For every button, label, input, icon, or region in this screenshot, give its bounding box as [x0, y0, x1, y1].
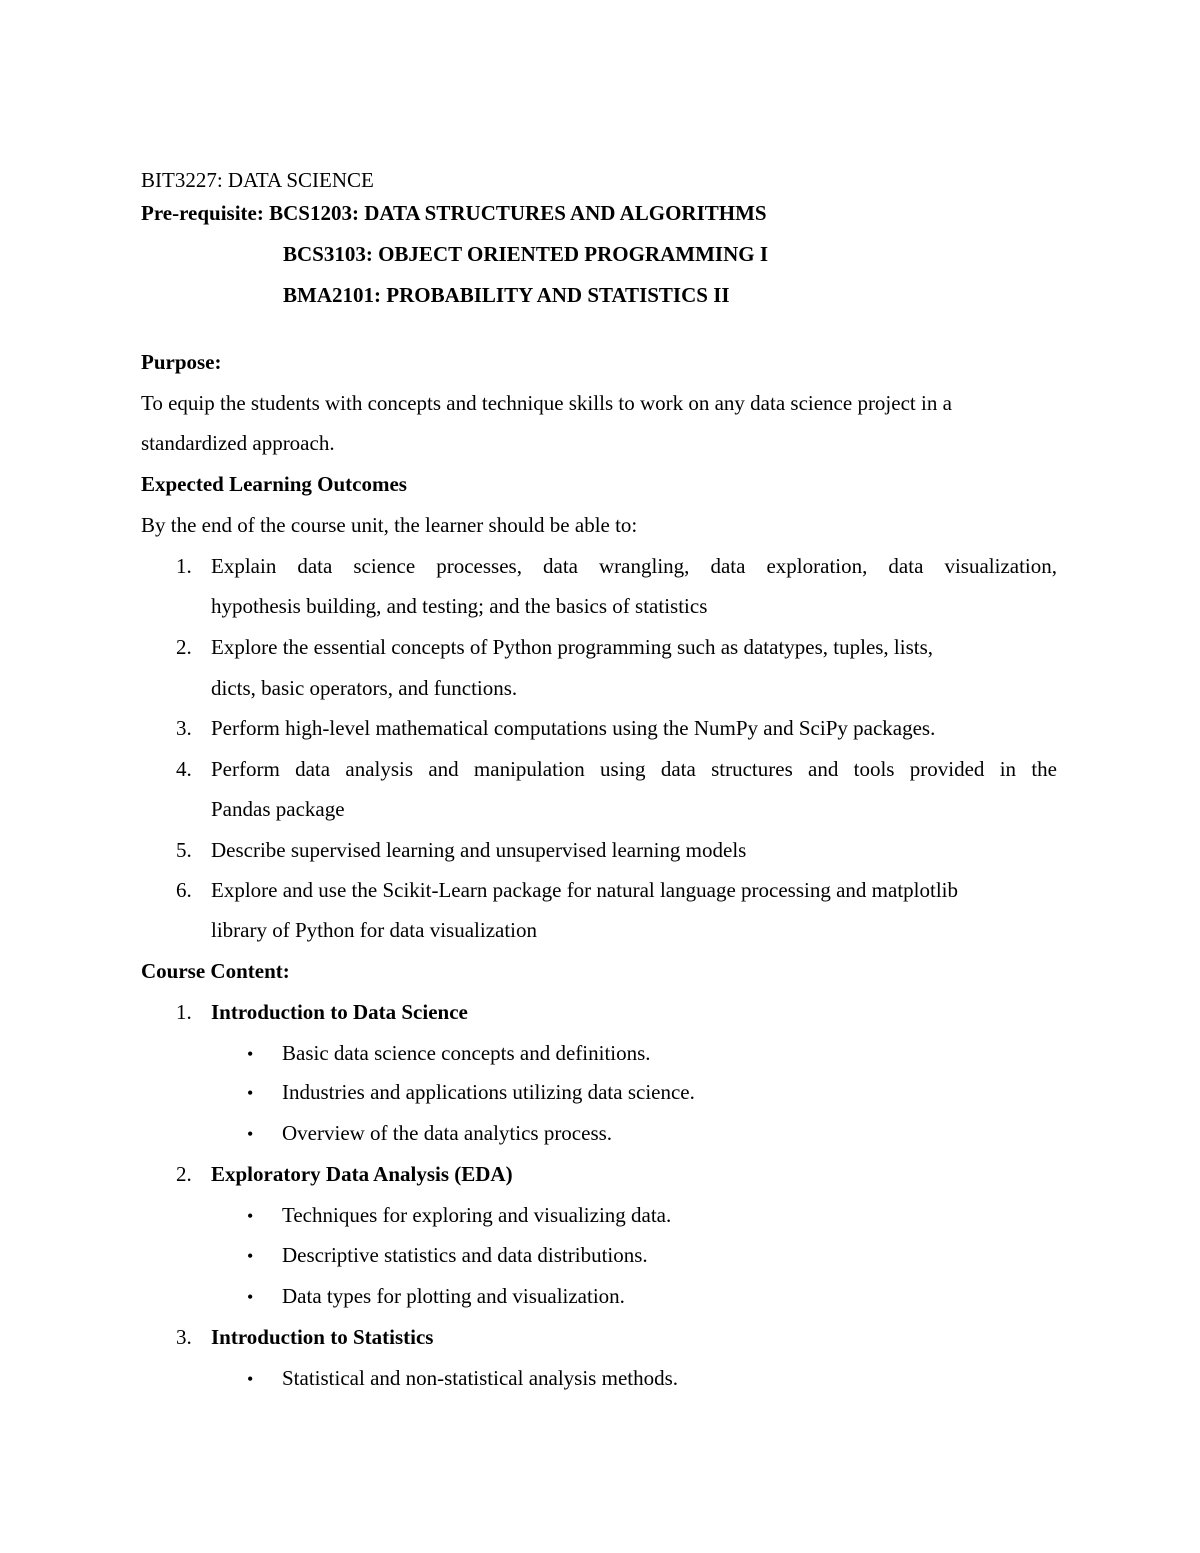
purpose-text-line-1: To equip the students with concepts and technique skills to work on any data science project in a — [141, 391, 952, 415]
bullet-glyph: • — [247, 1369, 254, 1389]
bullet-text: Overview of the data analytics process. — [282, 1121, 613, 1145]
purpose-heading: Purpose: — [141, 350, 222, 374]
section-number: 2. — [176, 1162, 192, 1186]
bullet-text: Basic data science concepts and definitions. — [282, 1041, 651, 1065]
bullet-glyph: • — [247, 1083, 254, 1103]
section-title: Introduction to Statistics — [211, 1325, 434, 1349]
list-number: 6. — [176, 878, 192, 902]
purpose-text-line-2: standardized approach. — [141, 431, 335, 455]
bullet-glyph: • — [247, 1246, 254, 1266]
section-number: 1. — [176, 1000, 192, 1024]
list-item-text: dicts, basic operators, and functions. — [211, 676, 518, 700]
list-number: 1. — [176, 554, 192, 578]
section-title: Exploratory Data Analysis (EDA) — [211, 1162, 513, 1186]
section-number: 3. — [176, 1325, 192, 1349]
list-number: 3. — [176, 716, 192, 740]
list-number: 4. — [176, 757, 192, 781]
bullet-text: Data types for plotting and visualization. — [282, 1284, 625, 1308]
bullet-glyph: • — [247, 1287, 254, 1307]
outcomes-intro: By the end of the course unit, the learner should be able to: — [141, 513, 638, 537]
prerequisite-3: BMA2101: PROBABILITY AND STATISTICS II — [283, 283, 730, 307]
list-item-text: Explore and use the Scikit-Learn package for natural language processing and matplotlib — [211, 878, 958, 902]
prerequisite-2: BCS3103: OBJECT ORIENTED PROGRAMMING I — [283, 242, 768, 266]
prerequisite-label: Pre-requisite: — [141, 201, 270, 225]
bullet-text: Descriptive statistics and data distributions. — [282, 1243, 648, 1267]
list-item-text: Perform high-level mathematical computations using the NumPy and SciPy packages. — [211, 716, 936, 740]
list-item-text: library of Python for data visualization — [211, 918, 538, 942]
list-number: 5. — [176, 838, 192, 862]
bullet-text: Statistical and non-statistical analysis methods. — [282, 1366, 679, 1390]
list-item-text: Perform data analysis and manipulation using data structures and tools provided in the — [211, 757, 1057, 781]
prerequisite-line — [141, 203, 767, 224]
bullet-glyph: • — [247, 1124, 254, 1144]
list-item-text: Explain data science processes, data wrangling, data exploration, data visualization, — [211, 554, 1057, 578]
list-item-text: Explore the essential concepts of Python programming such as datatypes, tuples, lists, — [211, 635, 934, 659]
list-item-text: Describe supervised learning and unsupervised learning models — [211, 838, 747, 862]
outcomes-heading: Expected Learning Outcomes — [141, 472, 407, 496]
section-title: Introduction to Data Science — [211, 1000, 468, 1024]
prerequisite-1: BCS1203: DATA STRUCTURES AND ALGORITHMS — [269, 201, 767, 225]
bullet-text: Techniques for exploring and visualizing data. — [282, 1203, 672, 1227]
list-item-text: hypothesis building, and testing; and the basics of statistics — [211, 594, 708, 618]
bullet-text: Industries and applications utilizing data science. — [282, 1080, 695, 1104]
content-heading: Course Content: — [141, 959, 290, 983]
course-title: BIT3227: DATA SCIENCE — [141, 168, 374, 192]
list-number: 2. — [176, 635, 192, 659]
bullet-glyph: • — [247, 1044, 254, 1064]
bullet-glyph: • — [247, 1206, 254, 1226]
list-item-text: Pandas package — [211, 797, 345, 821]
